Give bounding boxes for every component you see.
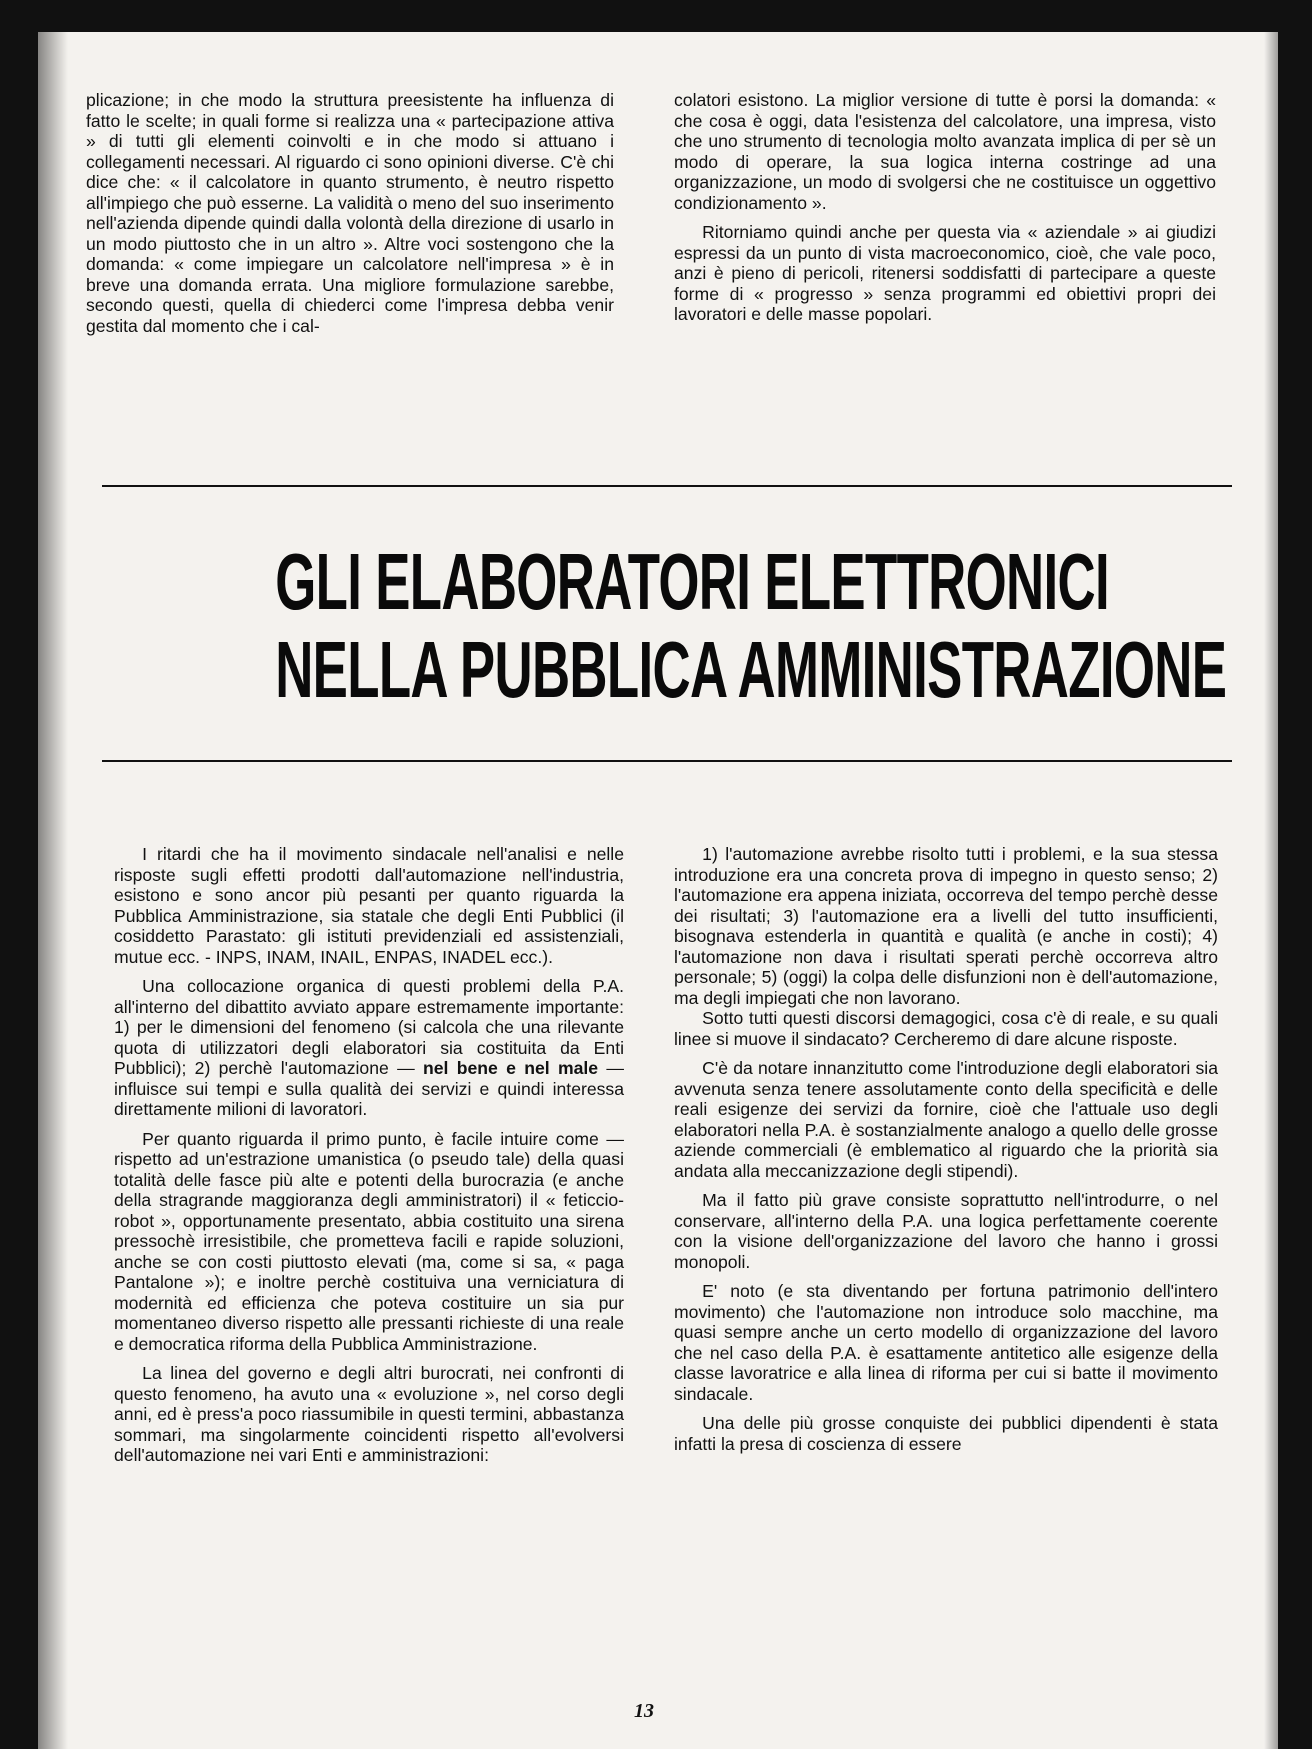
binding-shadow	[38, 32, 68, 1749]
paragraph: 1) l'automazione avrebbe risolto tutti i problemi, e la sua stessa introduzione era una concreta prova di impegno in questo senso; 2) l'automazione era appena iniziata, occorreva del tempo perchè desse dei risultati; 3) l'automazione era a livelli del tutto insufficienti, bisognava estenderla in quantità e qualità (e anche in costi); 4) l'automazione non dava i risultati sperati perchè occorreva altro personale; 5) (oggi) la colpa delle disfunzioni non è dell'automazione, ma degli impiegati che non lavorano.	[674, 844, 1218, 1008]
paragraph: Per quanto riguarda il primo punto, è facile intuire come — rispetto ad un'estrazione umanistica (o pseudo tale) della quasi totalità delle fasce più alte e potenti della burocrazia (e anche della stragrande maggioranza degli amministratori) il « feticcio-robot », opportunamente presentato, abbia costituito una sirena pressochè irresistibile, che prometteva facili e rapide soluzioni, anche se con costi piuttosto elevati (ma, come si sa, « paga Pantalone »); e inoltre perchè costituiva una verniciatura di modernità ed efficienza che poteva costituire un sia pur momentaneo diverso rispetto alle pressanti richieste di una reale e democratica riforma della Pubblica Amministrazione.	[114, 1128, 624, 1354]
paragraph: I ritardi che ha il movimento sindacale nell'analisi e nelle risposte sugli effetti prodotti dall'automazione nell'industria, esistono e sono ancor più pesanti per quanto riguarda la Pubblica Amministrazione, sia statale che degli Enti Pubblici (il cosiddetto Parastato: gli istituti previdenziali ed assistenziali, mutue ecc. - INPS, INAM, INAIL, ENPAS, INADEL ecc.).	[114, 844, 624, 967]
page-number: 13	[634, 1700, 654, 1722]
text-run: Una collocazione organica di questi problemi della P.A. all'interno del dibattito avviato appare estremamente importante: 1) per le dimensioni del fenomeno (si calcola che una rilevante quota di utilizzatori degli elaboratori sia costituita da Enti Pubblici); 2) perchè l'automazione —	[114, 976, 624, 1078]
headline-rule-bottom	[102, 760, 1232, 762]
paragraph: Una delle più grosse conquiste dei pubblici dipendenti è stata infatti la presa di coscienza di essere	[674, 1413, 1218, 1454]
column-top-left	[86, 90, 614, 336]
paragraph: Ritorniamo quindi anche per questa via « aziendale » ai giudizi espressi da un punto di vista macroeconomico, cioè, che vale poco, anzi è pieno di pericoli, ritenersi soddisfatti di partecipare a queste forme di « progresso » senza programmi ed obiettivi propri dei lavoratori e delle masse popolari.	[674, 222, 1216, 324]
column-bottom-left	[114, 844, 624, 1466]
headline-rule-top	[102, 485, 1232, 487]
page-edge-shadow	[1264, 32, 1278, 1749]
bold-emphasis: nel bene e nel male	[423, 1058, 599, 1078]
paragraph: La linea del governo e degli altri burocrati, nei confronti di questo fenomeno, ha avuto una « evoluzione », nel corso degli anni, ed è press'a poco riassumibile in questi termini, abbastanza sommari, ma singolarmente coincidenti rispetto all'evolversi dell'automazione nei vari Enti e amministrazioni:	[114, 1363, 624, 1465]
column-top-right	[674, 90, 1216, 325]
paragraph: plicazione; in che modo la struttura preesistente ha influenza di fatto le scelte; in quali forme si realizza una « partecipazione attiva » di tutti gli elementi coinvolti e in che modo si attuano i collegamenti necessari. Al riguardo ci sono opinioni diverse. C'è chi dice che: « il calcolatore in quanto strumento, è neutro rispetto all'impiego che può esserne. La validità o meno del suo inserimento nell'azienda dipende quindi dalla volontà della direzione di usarlo in un modo piuttosto che in un altro ». Altre voci sostengono che la domanda: « come impiegare un calcolatore nell'impresa » è in breve una domanda errata. Una migliore formulazione sarebbe, secondo questi, quella di chiederci come l'impresa debba venir gestita dal momento che i cal-	[86, 90, 614, 336]
paragraph: C'è da notare innanzitutto come l'introduzione degli elaboratori sia avvenuta senza tenere assolutamente conto della specificità e delle reali esigenze dei servizi da fornire, cioè che l'attuale uso degli elaboratori nella P.A. è sostanzialmente analogo a quello delle grosse aziende commerciali (è emblematico al riguardo che la priorità sia andata alla meccanizzazione degli stipendi).	[674, 1058, 1218, 1181]
headline-line-1: GLI ELABORATORI ELETTRONICI	[275, 537, 1110, 626]
paragraph: colatori esistono. La miglior versione di tutte è porsi la domanda: « che cosa è oggi, data l'esistenza del calcolatore, una impresa, visto che uno strumento di tecnologia molto avanzata implica di per sè un modo di operare, la sua logica interna costringe ad una organizzazione, un modo di svolgersi che ne costituisce un oggettivo condizionamento ».	[674, 90, 1216, 213]
paragraph: Sotto tutti questi discorsi demagogici, cosa c'è di reale, e su quali linee si muove il sindacato? Cercheremo di dare alcune risposte.	[674, 1008, 1218, 1049]
paragraph: Ma il fatto più grave consiste soprattutto nell'introdurre, o nel conservare, all'interno della P.A. una logica perfettamente coerente con la visione dell'organizzazione del lavoro che hanno i grossi monopoli.	[674, 1190, 1218, 1272]
paragraph: E' noto (e sta diventando per fortuna patrimonio dell'intero movimento) che l'automazione non introduce solo macchine, ma quasi sempre anche un certo modello di organizzazione del lavoro che nel caso della P.A. è esattamente antitetico alle esigenze della classe lavoratrice e alla linea di riforma per cui si batte il movimento sindacale.	[674, 1281, 1218, 1404]
column-bottom-right	[674, 844, 1218, 1454]
text-run: — influisce sui tempi e sulla qualità dei servizi e quindi interessa direttamente milioni di lavoratori.	[114, 1058, 625, 1119]
magazine-page	[38, 32, 1278, 1749]
paragraph	[114, 976, 624, 1120]
headline-line-2: NELLA PUBBLICA AMMINISTRAZIONE	[275, 625, 1227, 714]
